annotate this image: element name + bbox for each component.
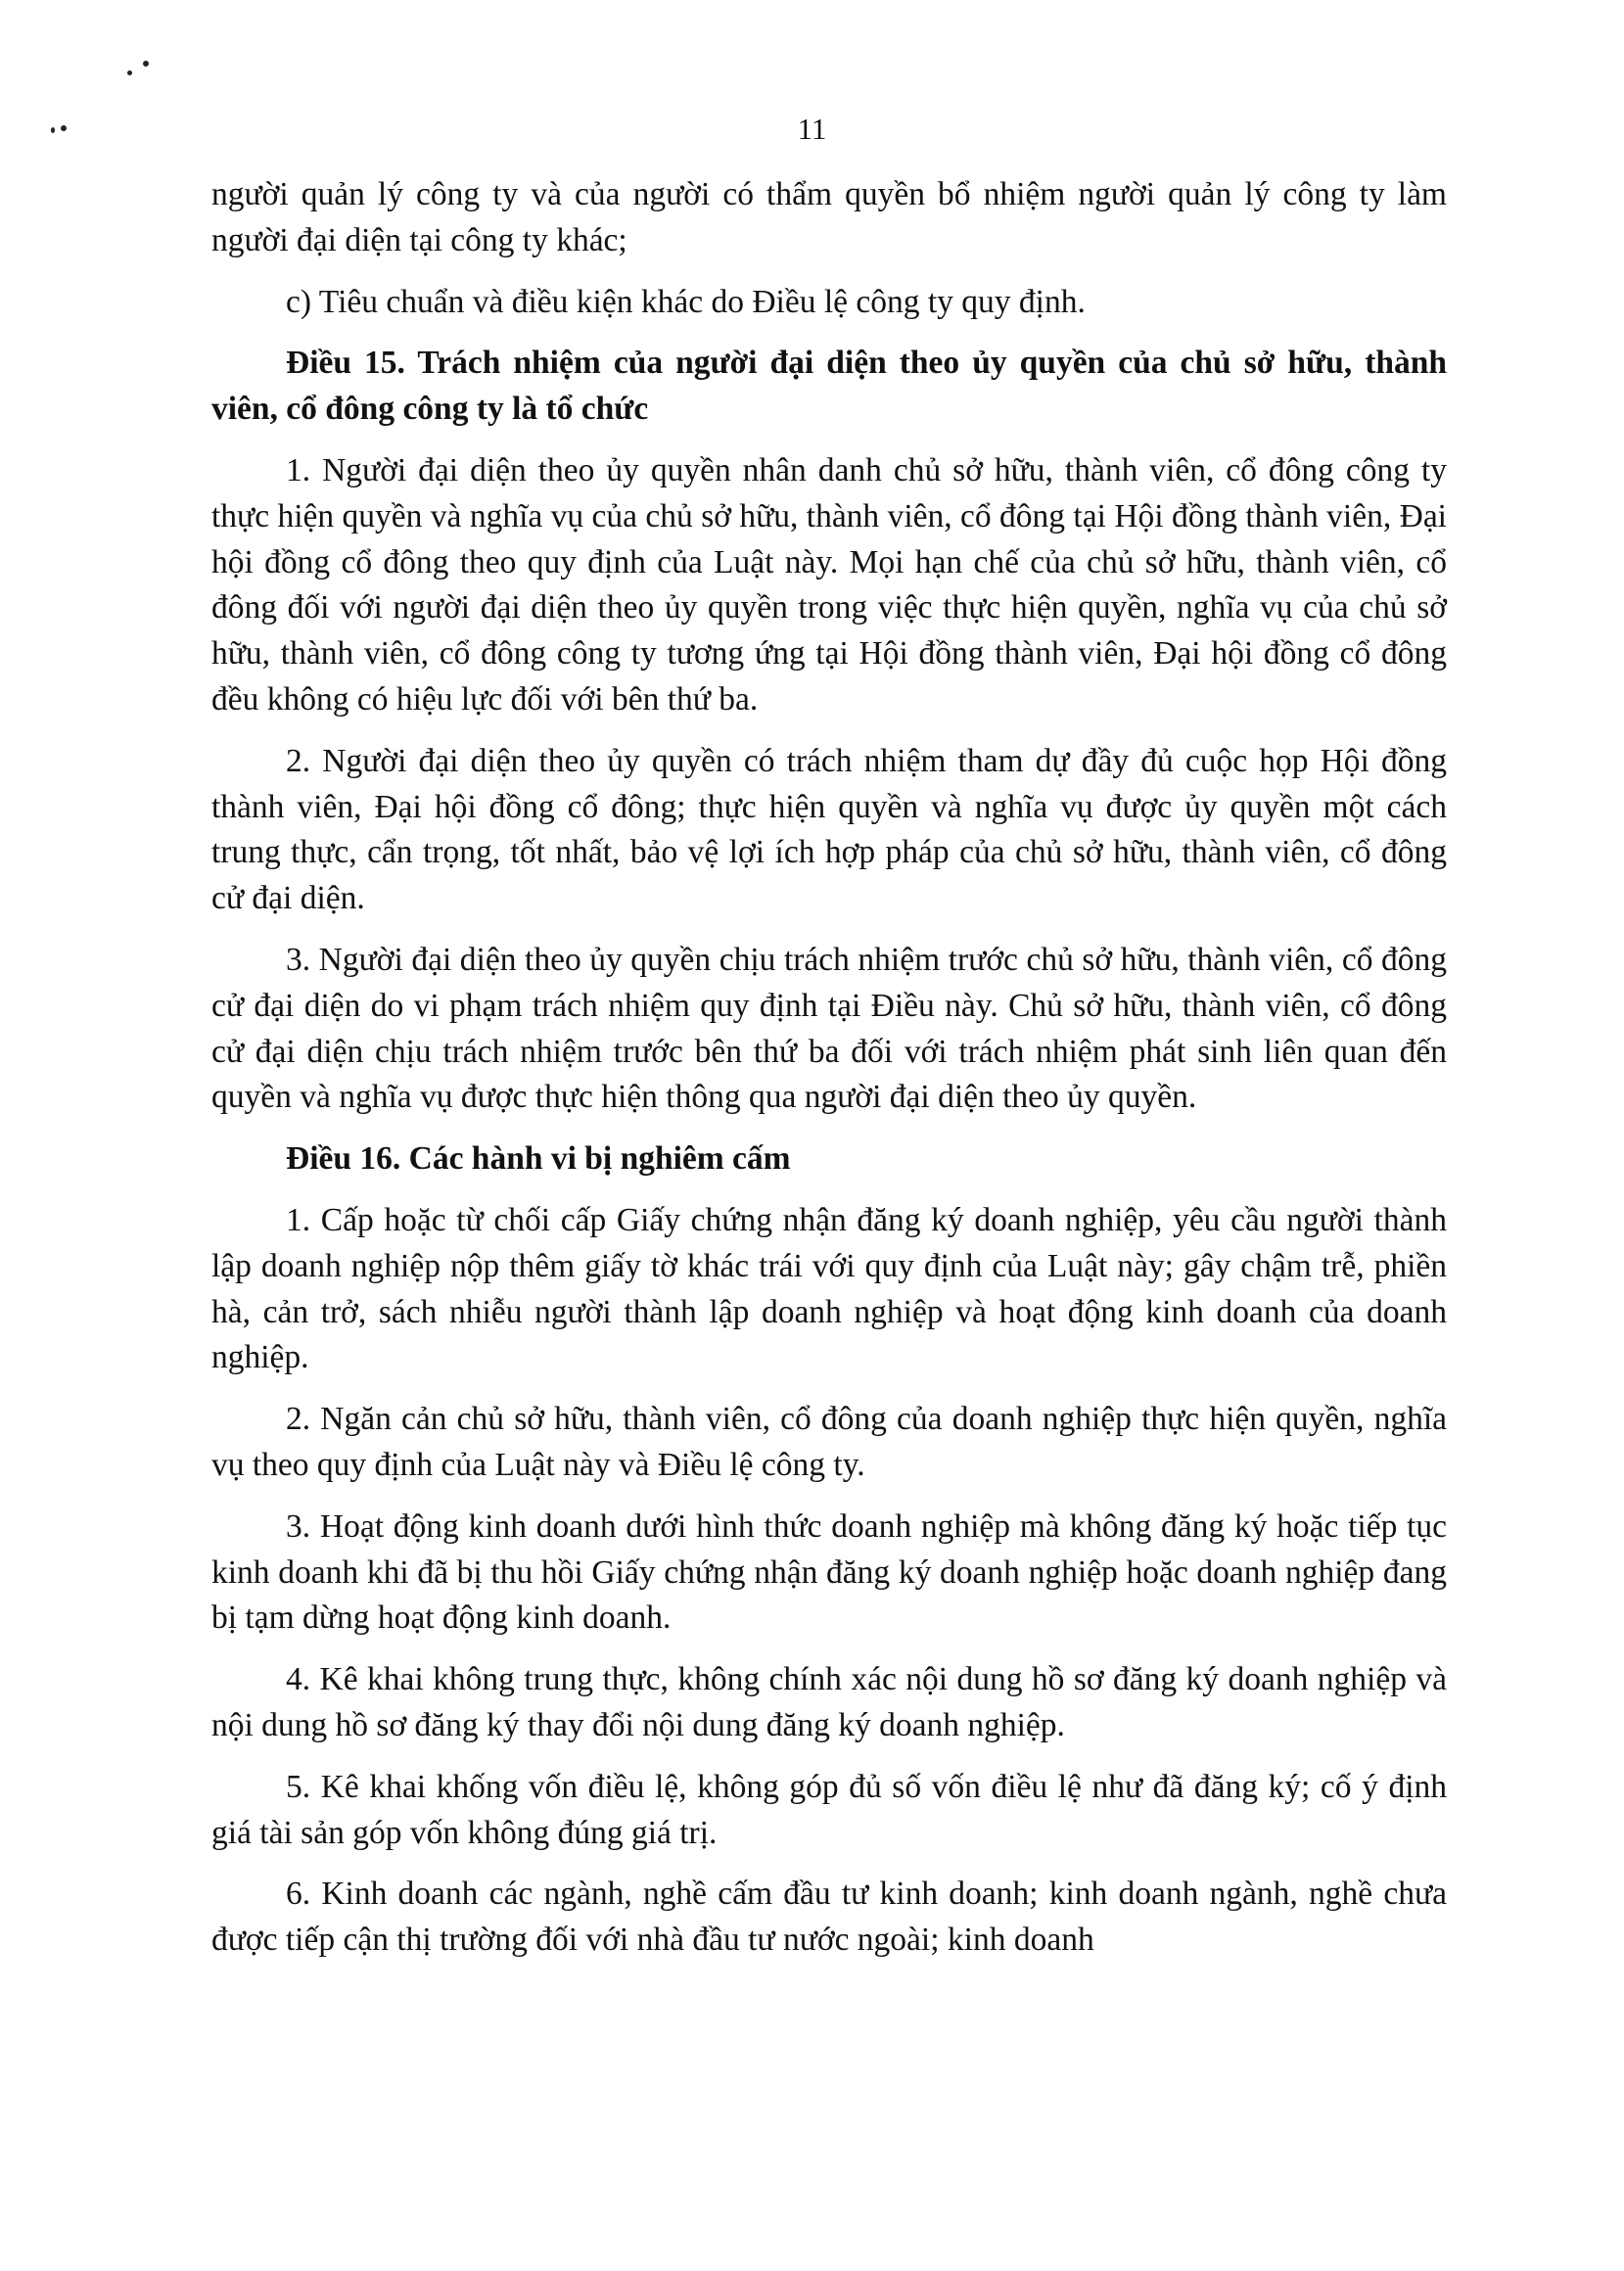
- article-15-heading: Điều 15. Trách nhiệm của người đại diện theo ủy quyền của chủ sở hữu, thành viên, cổ đông công ty là tổ chức: [211, 345, 1447, 428]
- page-number: 11: [797, 112, 827, 146]
- scan-speck: [127, 70, 132, 75]
- scan-speck: [143, 61, 149, 67]
- article-16-clause-4: 4. Kê khai không trung thực, không chính xác nội dung hồ sơ đăng ký doanh nghiệp và nội dung hồ sơ đăng ký thay đổi nội dung đăng ký doanh nghiệp.: [211, 1661, 1447, 1743]
- article-16-clause-3: 3. Hoạt động kinh doanh dưới hình thức doanh nghiệp mà không đăng ký hoặc tiếp tục kinh doanh khi đã bị thu hồi Giấy chứng nhận đăng ký doanh nghiệp hoặc doanh nghiệp đang bị tạm dừng hoạt động kinh doanh.: [211, 1507, 1447, 1637]
- article-15-clause-1: 1. Người đại diện theo ủy quyền nhân danh chủ sở hữu, thành viên, cổ đông công ty thực hiện quyền và nghĩa vụ của chủ sở hữu, thành viên, cổ đông tại Hội đồng thành viên, Đại hội đồng cổ đông theo quy định của Luật này. Mọi hạn chế của chủ sở hữu, thành viên, cổ đông đối với người đại diện theo ủy quyền trong việc thực hiện quyền, nghĩa vụ của chủ sở hữu, thành viên, cổ đông công ty tương ứng tại Hội đồng thành viên, Đại hội đồng cổ đông đều không có hiệu lực đối với bên thứ ba.: [211, 451, 1447, 718]
- article-16-clause-6: 6. Kinh doanh các ngành, nghề cấm đầu tư kinh doanh; kinh doanh ngành, nghề chưa được tiếp cận thị trường đối với nhà đầu tư nước ngoài; kinh doanh: [211, 1876, 1447, 1959]
- article-16-clause-1: 1. Cấp hoặc từ chối cấp Giấy chứng nhận đăng ký doanh nghiệp, yêu cầu người thành lập doanh nghiệp nộp thêm giấy tờ khác trái với quy định của Luật này; gây chậm trễ, phiền hà, cản trở, sách nhiễu người thành lập doanh nghiệp và hoạt động kinh doanh của doanh nghiệp.: [211, 1201, 1447, 1376]
- article-15-clause-3: 3. Người đại diện theo ủy quyền chịu trách nhiệm trước chủ sở hữu, thành viên, cổ đông cử đại diện do vi phạm trách nhiệm quy định tại Điều này. Chủ sở hữu, thành viên, cổ đông cử đại diện chịu trách nhiệm trước bên thứ ba đối với trách nhiệm phát sinh liên quan đến quyền và nghĩa vụ được thực hiện thông qua người đại diện theo ủy quyền.: [211, 941, 1447, 1116]
- document-body: [211, 172, 1447, 1979]
- article-16-heading: Điều 16. Các hành vi bị nghiêm cấm: [286, 1140, 791, 1178]
- paragraph-continued: người quản lý công ty và của người có thẩm quyền bổ nhiệm người quản lý công ty làm người đại diện tại công ty khác;: [211, 176, 1447, 258]
- paragraph-clause-c: c) Tiêu chuẩn và điều kiện khác do Điều lệ công ty quy định.: [286, 283, 1086, 320]
- article-15-clause-2: 2. Người đại diện theo ủy quyền có trách nhiệm tham dự đầy đủ cuộc họp Hội đồng thành viên, Đại hội đồng cổ đông; thực hiện quyền và nghĩa vụ được ủy quyền một cách trung thực, cẩn trọng, tốt nhất, bảo vệ lợi ích hợp pháp của chủ sở hữu, thành viên, cổ đông cử đại diện.: [211, 742, 1447, 917]
- article-16-clause-5: 5. Kê khai khống vốn điều lệ, không góp đủ số vốn điều lệ như đã đăng ký; cố ý định giá tài sản góp vốn không đúng giá trị.: [211, 1768, 1447, 1851]
- article-16-clause-2: 2. Ngăn cản chủ sở hữu, thành viên, cổ đông của doanh nghiệp thực hiện quyền, nghĩa vụ theo quy định của Luật này và Điều lệ công ty.: [211, 1401, 1447, 1483]
